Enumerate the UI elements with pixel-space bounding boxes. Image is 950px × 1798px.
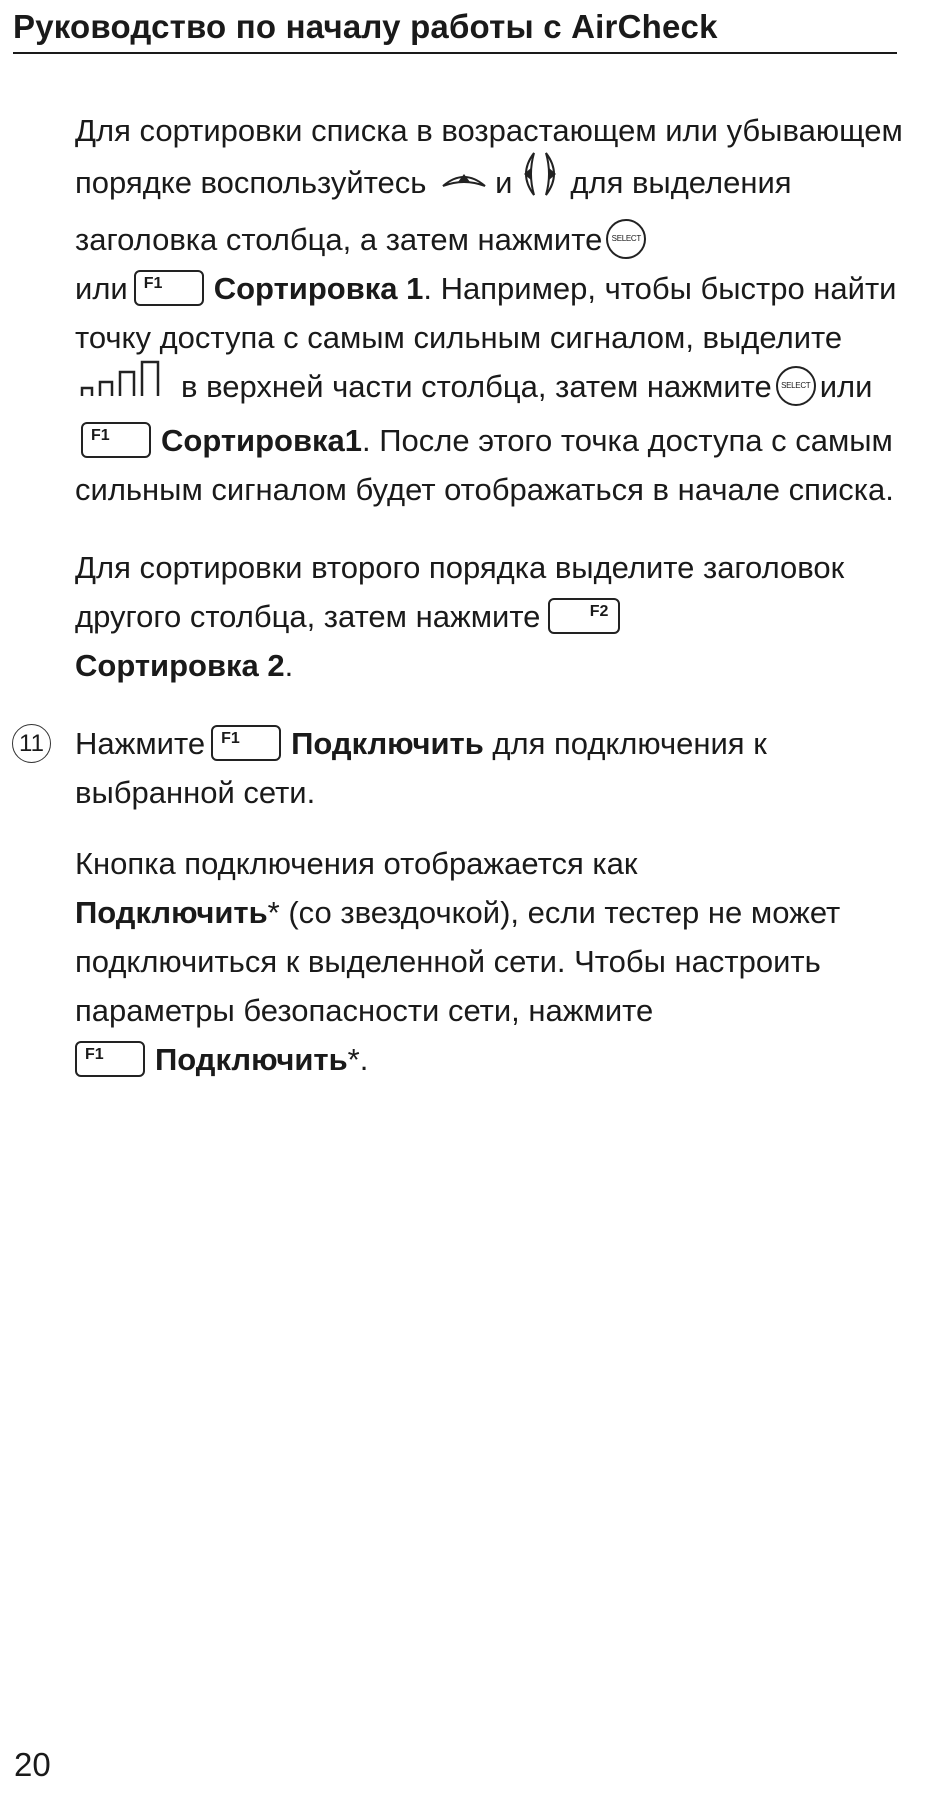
text-span: Нажмите xyxy=(75,726,206,761)
select-button-icon: SELECT xyxy=(776,366,816,406)
text-span: . xyxy=(284,648,294,683)
text-span: . Например, чтобы быстро найти точку доступа с самым сильным сигналом, выделите xyxy=(75,271,897,355)
key-label: F1 xyxy=(91,426,110,444)
sort-paragraph xyxy=(75,106,905,514)
text-span: Кнопка подключения отображается как xyxy=(75,846,638,881)
key-label: F2 xyxy=(589,602,609,620)
signal-strength-icon xyxy=(79,358,173,412)
bold-label: Подключить xyxy=(291,726,484,761)
secondary-sort-paragraph xyxy=(75,543,905,690)
text-span: Для сортировки списка в возрастающем или убывающем порядке воспользуйтесь xyxy=(75,113,903,201)
up-arrow-icon xyxy=(441,157,487,206)
f2-key-icon xyxy=(548,598,620,634)
text-span: в верхней части столбца, затем нажмите xyxy=(181,369,772,405)
page-content xyxy=(19,106,905,1084)
text-span: * (со звездочкой), если тестер не может подключиться к выделенной сети. Чтобы настроить параметры безопасности сети, нажмите xyxy=(75,895,841,1028)
f1-key-icon xyxy=(81,422,151,458)
key-label: F1 xyxy=(143,274,163,292)
bold-label: Подключить xyxy=(75,895,268,930)
bold-label: Сортировка1 xyxy=(161,423,363,458)
step-number-badge: 11 xyxy=(12,724,51,763)
page-header xyxy=(13,8,897,54)
key-label: F1 xyxy=(85,1045,104,1063)
left-right-arrow-icon xyxy=(516,151,564,211)
key-label: F1 xyxy=(221,729,240,747)
bold-label: Сортировка 1 xyxy=(213,271,424,306)
f1-key-icon xyxy=(211,725,281,761)
text-span: для подключения к выбранной сети. xyxy=(75,726,767,810)
text-span: Для сортировки второго порядка выделите заголовок другого столбца, затем нажмите xyxy=(75,550,845,634)
page-number: 20 xyxy=(14,1746,51,1783)
step-11-paragraph xyxy=(19,719,905,817)
text-span: и xyxy=(495,165,513,201)
text-span: *. xyxy=(347,1042,369,1077)
connect-note-paragraph xyxy=(75,839,905,1084)
text-span: или xyxy=(819,369,873,405)
text-span: для выделения заголовка столбца, а затем нажмите xyxy=(75,165,792,257)
text-span: или xyxy=(75,271,128,306)
bold-label: Сортировка 2 xyxy=(75,648,285,683)
bold-label: Подключить xyxy=(155,1042,348,1077)
f1-key-icon xyxy=(134,270,204,306)
select-button-icon: SELECT xyxy=(606,219,646,259)
text-span: . После этого точка доступа с самым сильным сигналом будет отображаться в начале списка. xyxy=(75,423,894,507)
f1-key-icon xyxy=(75,1041,145,1077)
page-title: Руководство по началу работы с AirCheck xyxy=(13,8,718,45)
